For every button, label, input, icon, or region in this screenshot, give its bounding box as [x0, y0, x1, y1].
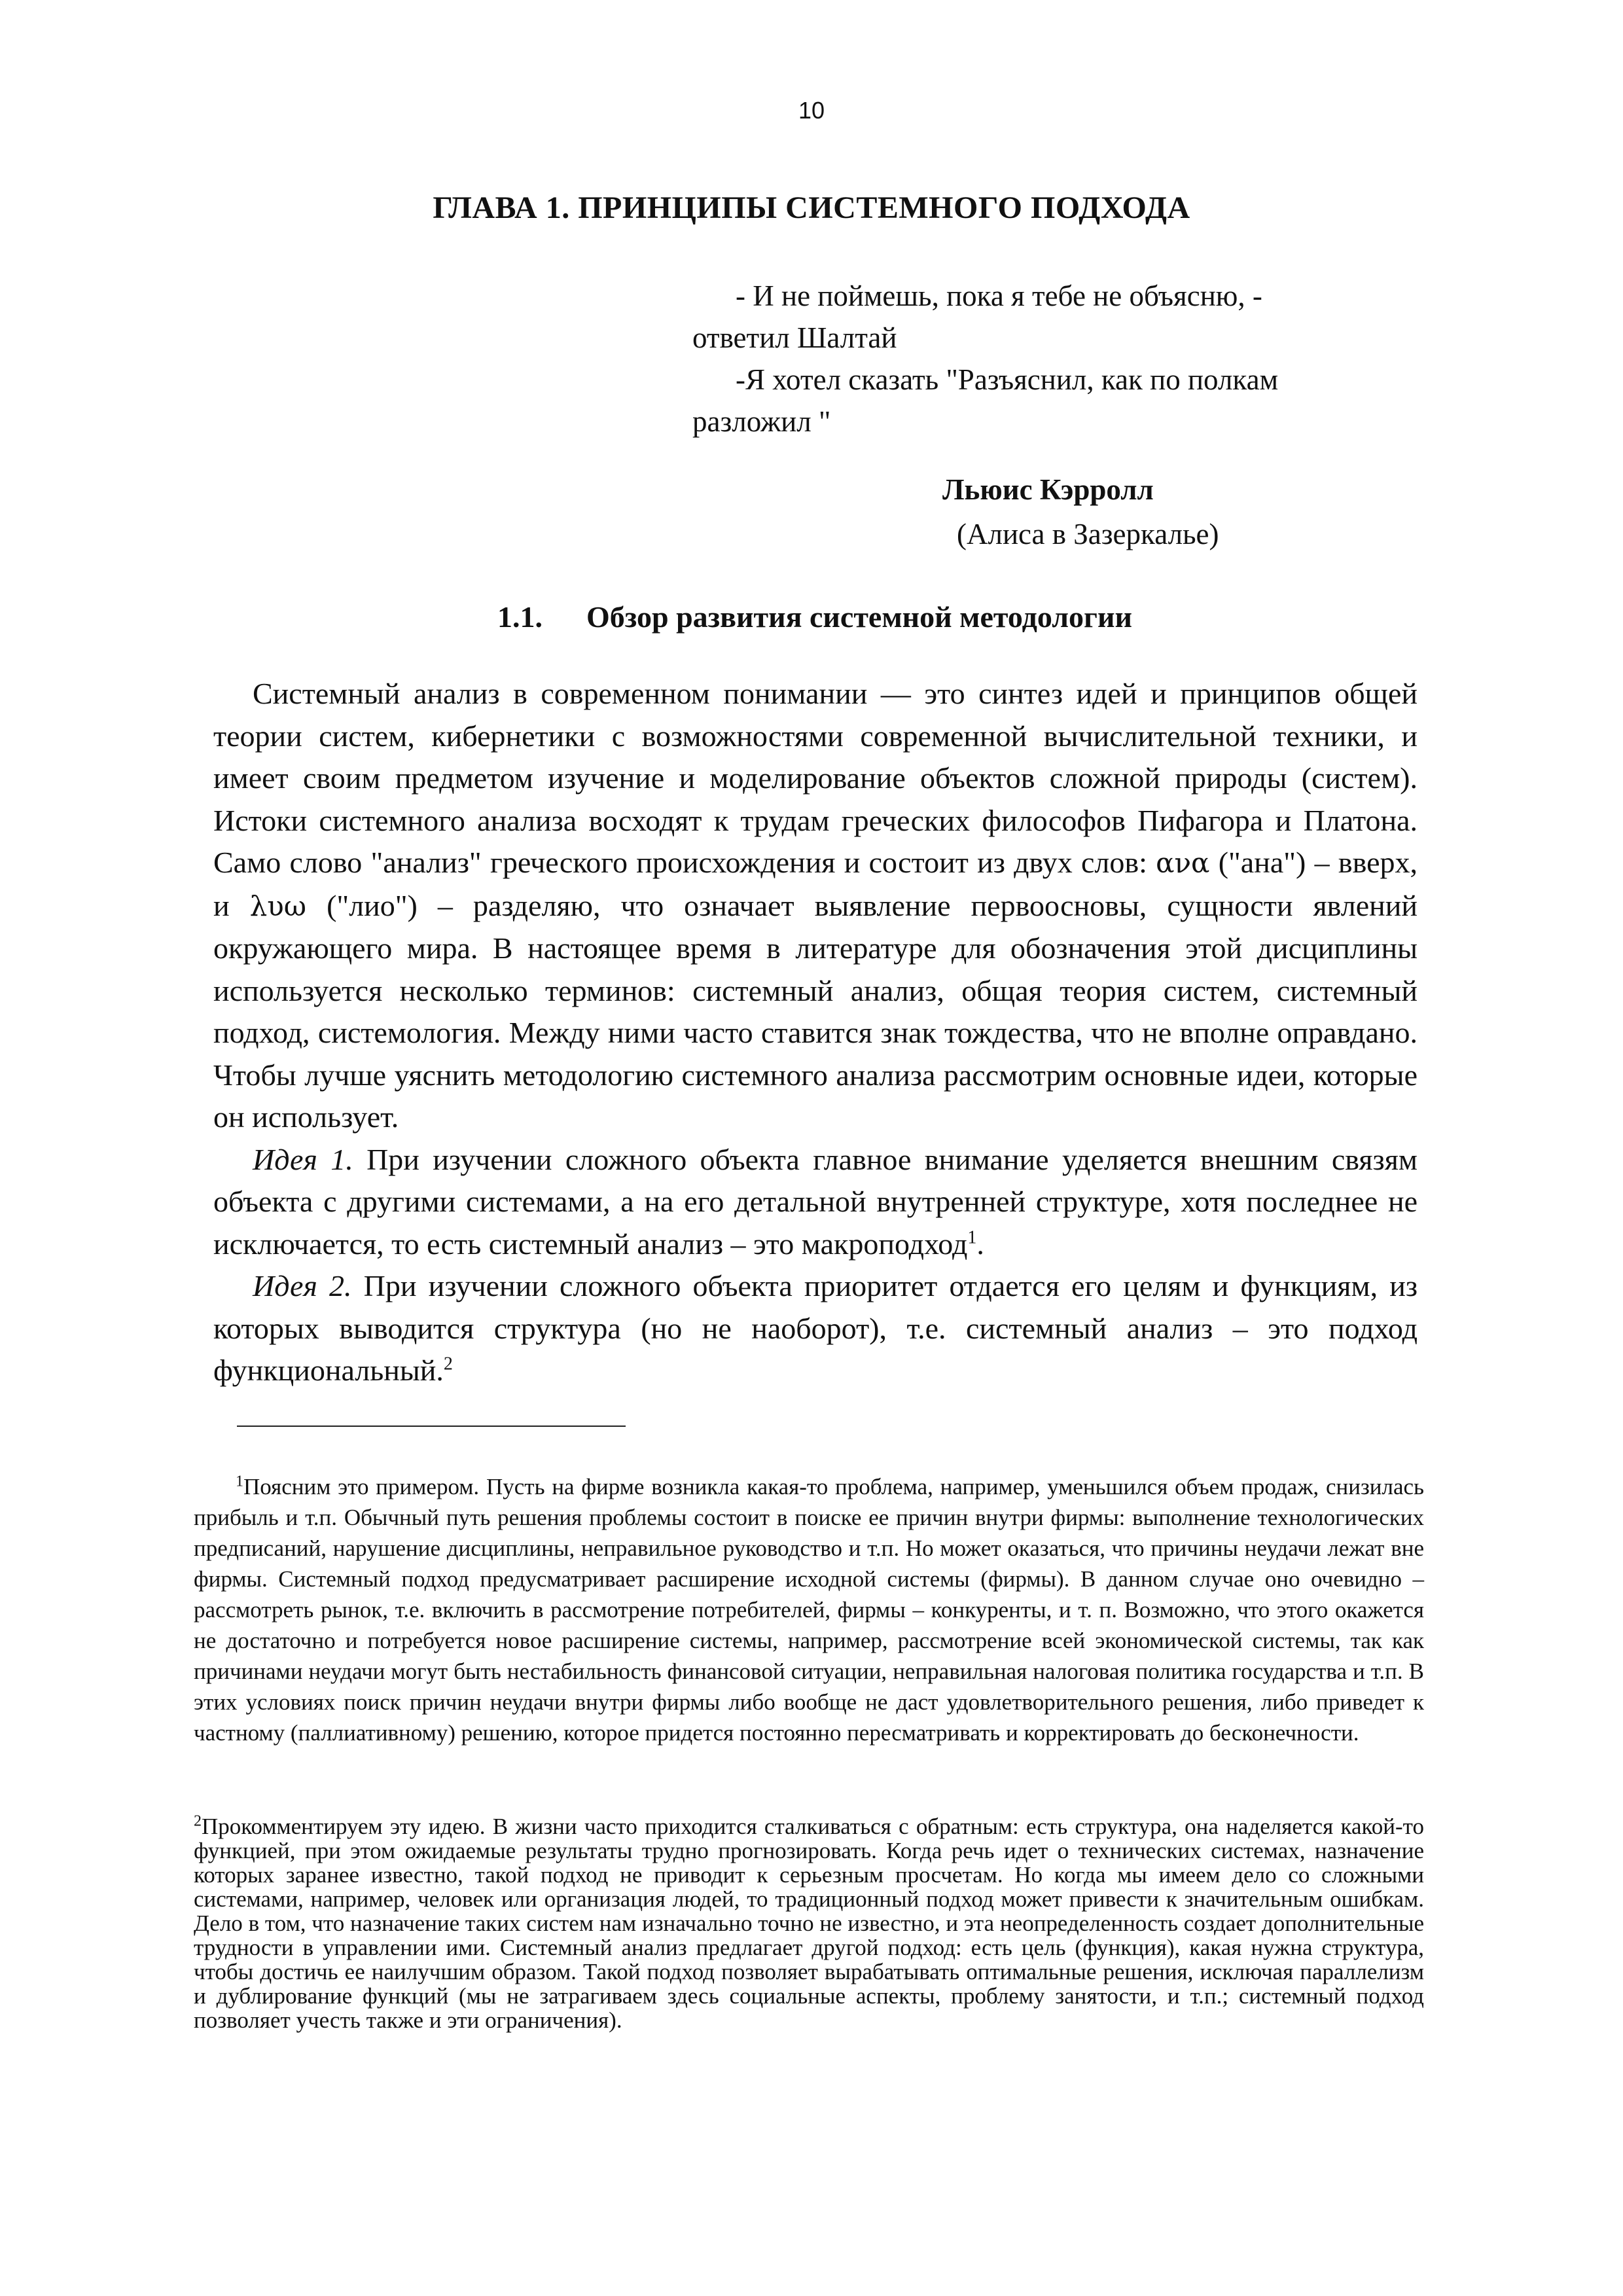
footnote-marker: 2: [194, 1812, 202, 1830]
footnote-separator: [237, 1426, 626, 1427]
greek-word: λυω: [249, 889, 307, 922]
section-heading: [497, 600, 1132, 634]
body-text-run: .: [976, 1227, 984, 1261]
body-text-run: При изучении сложного объекта приоритет отдается его целям и функциям, из которых выводится структура (но не наоборот), т.е. системный анализ – это подход функциональный.: [213, 1269, 1418, 1387]
footnote-text: Поясним это примером. Пусть на фирме возникла какая-то проблема, например, уменьшился объем продаж, снизилась прибыль и т.п. Обычный путь решения проблемы состоит в поиске ее причин внутри фирмы: выполнение технологических предписаний, нарушение дисциплины, неправильное руководство и т.п. Но может оказаться, что причины неудачи лежат вне фирмы. Системный подход предусматривает расширение исходной системы (фирмы). В данном случае оно очевидно – рассмотреть рынок, т.е. включить в рассмотрение потребителей, фирмы – конкуренты, и т. п. Возможно, что этого окажется не достаточно и потребуется новое расширение системы, например, рассмотрение всей экономической системы, так как причинами неудачи могут быть нестабильность финансовой ситуации, неправильная налоговая политика государства и т.п. В этих условиях поиск причин неудачи внутри фирмы либо вообще не даст удовлетворительного решения, либо приведет к частному (паллиативному) решению, которое придется постоянно пересматривать и корректировать до бесконечности.: [194, 1474, 1424, 1746]
footnote-text: Прокомментируем эту идею. В жизни часто приходится сталкиваться с обратным: есть структура, она наделяется какой-то функцией, при этом ожидаемые результаты трудно прогнозировать. Когда речь идет о технических системах, назначение которых заранее известно, такой подход не приводит к серьезным просчетам. Но когда мы имеем дело со сложными системами, например, человек или организация людей, то традиционный подход может привести к значительным ошибкам. Дело в том, что назначение таких систем нам изначально точно не известно, и эта неопределенность создает дополнительные трудности в управлении ими. Системный анализ предлагает другой подход: есть цель (функция), какая нужна структура, чтобы достичь ее наилучшим образом. Такой подход позволяет вырабатывать оптимальные решения, исключая параллелизм и дублирование функций (мы не затрагиваем здесь социальные аспекты, проблему занятости, и т.п.; системный подход позволяет учесть также и эти ограничения).: [194, 1814, 1424, 2033]
body-text: [213, 673, 1418, 1392]
footnote: [194, 1471, 1424, 1748]
epigraph-author: Льюис Кэрролл: [942, 473, 1154, 506]
idea-label: Идея 1.: [253, 1142, 353, 1176]
body-text-run: ("лио") – разделяю, что означает выявление первоосновы, сущности явлений окружающего мира. В настоящее время в литературе для обозначения этой дисциплины используется несколько терминов: системный анализ, общая теория систем, системный подход, системология. Между ними часто ставится знак тождества, что не вполне оправдано. Чтобы лучше уяснить методологию системного анализа рассмотрим основные идеи, которые он использует.: [213, 888, 1418, 1134]
epigraph-source: (Алиса в Зазеркалье): [957, 518, 1219, 550]
footnote-paragraph: [194, 1471, 1424, 1748]
body-text-run: При изучении сложного объекта главное внимание уделяется внешним связям объекта с другими системами, а на его детальной внутренней структуре, хотя последнее не исключается, то есть системный анализ – это макроподход: [213, 1142, 1418, 1261]
body-paragraph: [213, 673, 1418, 1139]
body-paragraph: [213, 1139, 1418, 1266]
footnote-reference[interactable]: 2: [443, 1354, 453, 1374]
idea-label: Идея 2.: [253, 1269, 352, 1302]
footnote-paragraph: [194, 1814, 1424, 2032]
page-number: 10: [798, 97, 825, 124]
epigraph-line: разложил ": [692, 405, 831, 438]
body-text-run: ("ана") – вверх, и: [213, 846, 1418, 922]
greek-word: ανα: [1156, 847, 1210, 879]
body-paragraph: [213, 1265, 1418, 1392]
section-title: Обзор развития системной методологии: [586, 600, 1132, 634]
footnote: [194, 1814, 1424, 2032]
body-text-run: Системный анализ в современном понимании — это синтез идей и принципов общей теории систем, кибернетики с возможностями современной вычислительной техники, и имеет своим предметом изучение и моделирование объектов сложной природы (систем). Истоки системного анализа восходят к трудам греческих философов Пифагора и Платона. Само слово "анализ" греческого происхождения и состоит из двух слов:: [213, 677, 1418, 879]
chapter-title: ГЛАВА 1. ПРИНЦИПЫ СИСТЕМНОГО ПОДХОДА: [433, 190, 1190, 225]
footnote-marker: 1: [236, 1473, 243, 1490]
section-number: 1.1.: [497, 600, 543, 634]
epigraph: [692, 275, 1347, 442]
footnote-reference[interactable]: 1: [967, 1227, 977, 1248]
epigraph-line: - И не поймешь, пока я тебе не объясню, -: [736, 279, 1262, 312]
epigraph-line: ответил Шалтай: [692, 321, 897, 354]
epigraph-line: -Я хотел сказать "Разъяснил, как по полкам: [736, 363, 1279, 396]
